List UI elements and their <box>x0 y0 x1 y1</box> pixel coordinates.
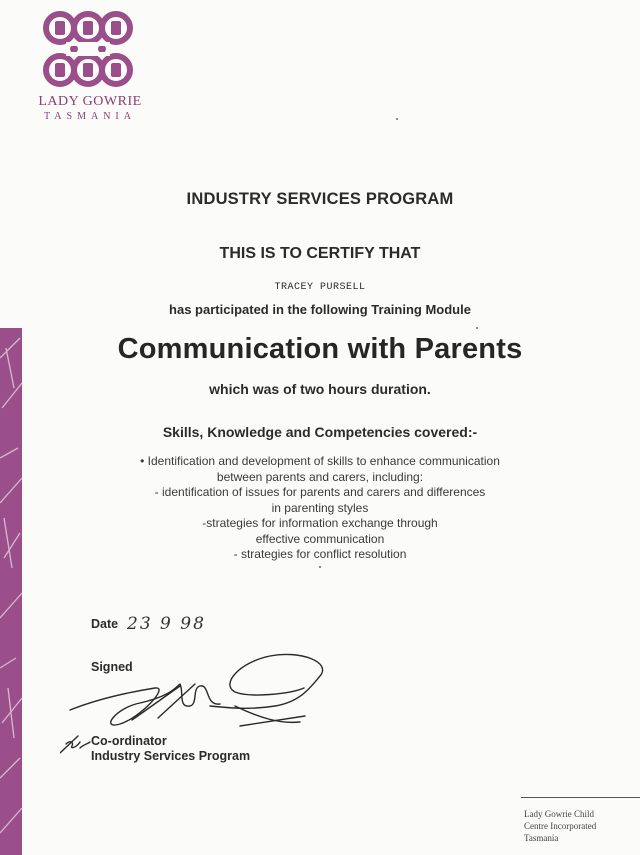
date-label: Date <box>91 617 119 631</box>
scan-speck <box>476 327 478 329</box>
stamp-line: Tasmania <box>524 833 559 843</box>
coordinator-role: Co-ordinator <box>91 734 167 748</box>
scan-speck <box>319 566 321 568</box>
certify-line: THIS IS TO CERTIFY THAT <box>219 245 421 262</box>
decorative-edge-strip <box>0 328 24 855</box>
logo-region: TASMANIA <box>44 111 136 122</box>
skills-line: - identification of issues for parents and carers and differences <box>154 485 486 499</box>
handwritten-date: 23 9 98 <box>127 614 206 634</box>
skills-line: -strategies for information exchange through <box>202 516 438 530</box>
organisation-stamp <box>521 797 640 844</box>
module-title: Communication with Parents <box>117 333 523 365</box>
program-title: INDUSTRY SERVICES PROGRAM <box>186 190 454 208</box>
recipient-name: TRACEY PURSELL <box>274 282 366 293</box>
lady-gowrie-logo-icon <box>40 8 136 92</box>
skills-heading: Skills, Knowledge and Competencies covered:- <box>162 424 478 440</box>
stamp-line: Lady Gowrie Child <box>524 809 594 819</box>
signed-label: Signed <box>91 660 133 674</box>
skills-line: effective communication <box>255 531 385 546</box>
stamp-line: Centre Incorporated <box>524 821 597 831</box>
skills-list <box>0 454 640 563</box>
skills-line: • Identification and development of skills to enhance communication <box>140 454 500 468</box>
participation-statement: has participated in the following Training Module <box>169 302 471 317</box>
skills-line: in parenting styles <box>271 500 369 515</box>
skills-line: - strategies for conflict resolution <box>233 547 407 561</box>
skills-line: between parents and carers, including: <box>216 469 424 484</box>
scan-speck <box>396 118 398 120</box>
logo-name: LADY GOWRIE <box>38 94 142 109</box>
duration-statement: which was of two hours duration. <box>209 381 431 397</box>
coordinator-program: Industry Services Program <box>91 749 251 763</box>
